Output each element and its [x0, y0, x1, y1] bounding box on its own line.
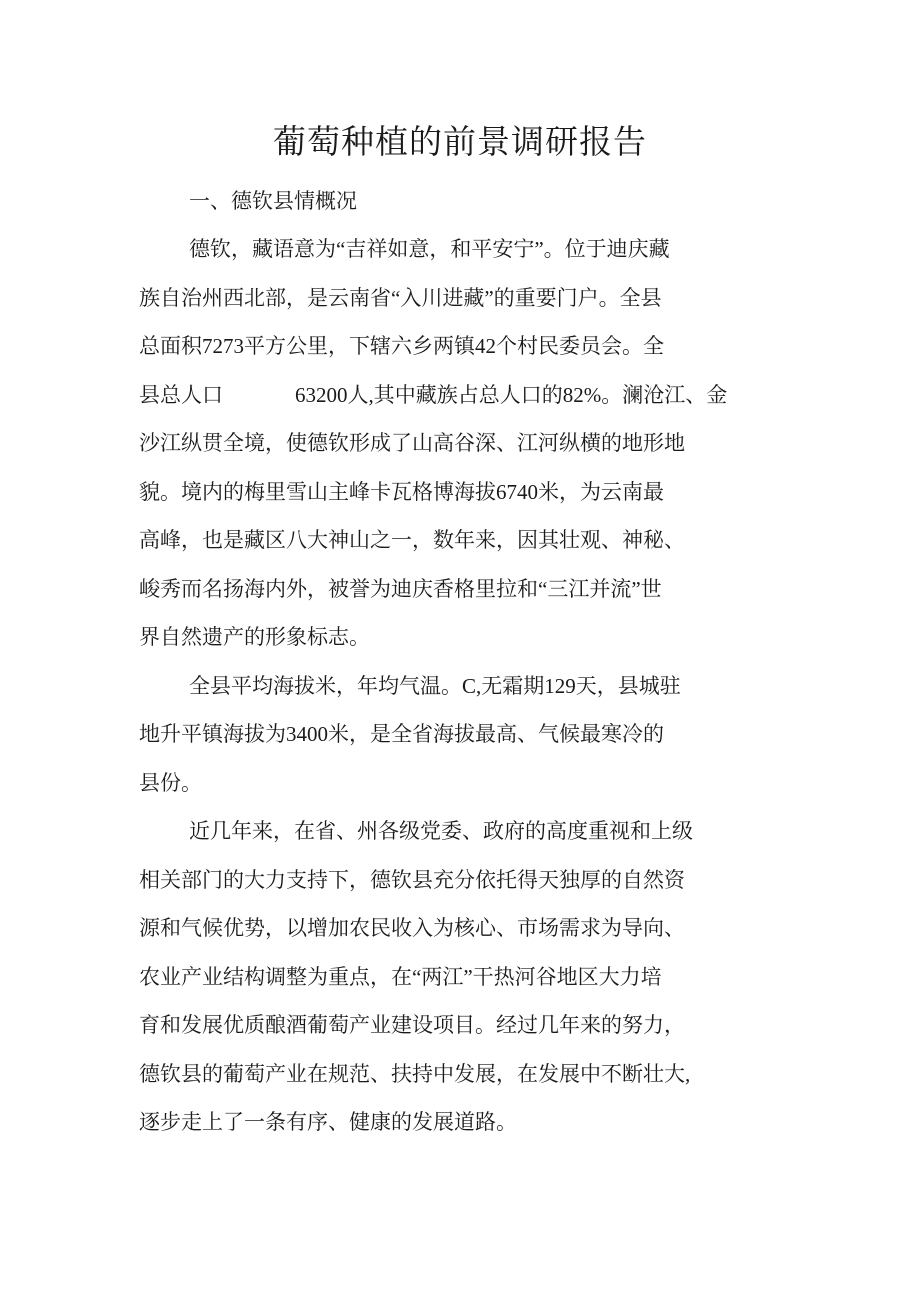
text-line: 逐步走上了一条有序、健康的发展道路。: [139, 1110, 517, 1134]
text-line: 界自然遗产的形象标志。: [139, 625, 370, 649]
text-line: 高峰，也是藏区八大神山之一，数年来，因其壮观、神秘、: [139, 528, 685, 552]
text-line: 沙江纵贯全境，使德钦形成了山高谷深、江河纵横的地形地: [139, 431, 685, 455]
text-line: 近几年来，在省、州各级党委、政府的高度重视和上级: [189, 819, 693, 843]
text-line: 峻秀而名扬海内外，被誉为迪庆香格里拉和“三江并流”世: [139, 576, 662, 601]
paragraph-overview: [139, 225, 799, 662]
document-title: 葡萄种植的前景调研报告: [273, 125, 647, 161]
text-line: 地升平镇海拔为3400米，是全省海拔最高、气候最寒冷的: [139, 722, 664, 746]
text-line: 相关部门的大力支持下，德钦县充分依托得天独厚的自然资: [139, 867, 685, 892]
text-fragment: 县总人口: [139, 382, 223, 407]
paragraph-development: [139, 807, 799, 1147]
text-line: 育和发展优质酿酒葡萄产业建设项目。经过几年来的努力，: [139, 1013, 685, 1037]
text-line: 县份。: [139, 770, 202, 795]
text-line: 总面积7273平方公里，下辖六乡两镇42个村民委员会。全: [139, 334, 664, 358]
text-line: 德钦县的葡萄产业在规范、扶持中发展，在发展中不断壮大,: [139, 1061, 691, 1086]
text-line: 全县平均海拔米，年均气温。C,无霜期129天，县城驻: [189, 673, 681, 698]
text-line: 源和气候优势，以增加农民收入为核心、市场需求为导向、: [139, 916, 685, 940]
document-body: [139, 225, 799, 1147]
text-line: [139, 371, 799, 420]
text-line: 农业产业结构调整为重点，在“两江”干热河谷地区大力培: [139, 964, 662, 989]
text-line: 貌。境内的梅里雪山主峰卡瓦格博海拔6740米，为云南最: [139, 479, 664, 504]
paragraph-climate: [139, 662, 799, 808]
text-line: 德钦，藏语意为“吉祥如意，和平安宁”。位于迪庆藏: [189, 237, 670, 261]
text-fragment: 63200人,其中藏族占总人口的82%。澜沧江、金: [295, 382, 728, 407]
text-line: 族自治州西北部，是云南省“入川进藏”的重要门户。全县: [139, 285, 662, 310]
section-heading: 一、德钦县情概况: [189, 189, 357, 213]
